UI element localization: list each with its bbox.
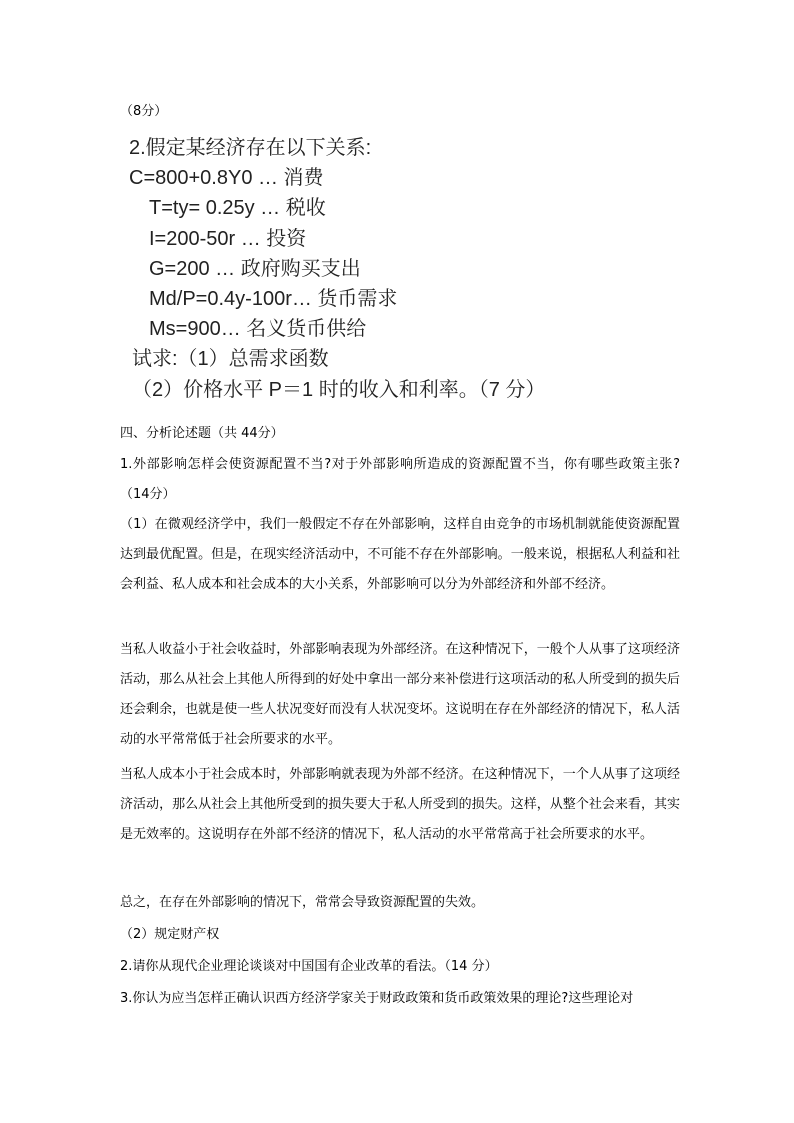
question-3-title: 3.你认为应当怎样正确认识西方经济学家关于财政政策和货币政策效果的理论?这些理论对	[120, 991, 634, 1006]
equation-tax: T=ty= 0.25y … 税收	[149, 197, 326, 219]
equation-consumption: C=800+0.8Y0 … 消费	[129, 167, 324, 189]
question-2-ask-part2: （2）价格水平 P＝1 时的收入和利率。（7 分）	[132, 379, 546, 401]
question-1-part-1: （1）在微观经济学中，我们一般假定不存在外部影响，这样自由竞争的市场机制就能使资源配置达到最优配置。但是，在现实经济活动中，不可能不存在外部影响。一般来说，根据私人利益和社会利益、私人成本和社会成本的大小关系，外部影响可以分为外部经济和外部不经济。	[120, 517, 680, 592]
equation-money-supply: Ms=900… 名义货币供给	[149, 318, 367, 340]
question-1-summary: 总之，在存在外部影响的情况下，常常会导致资源配置的失效。	[120, 895, 485, 910]
question-2-heading: 2.假定某经济存在以下关系:	[129, 137, 372, 159]
question-1-paragraph-3: 当私人成本小于社会成本时，外部影响就表现为外部不经济。在这种情况下，一个人从事了这项经济活动，那么从社会上其他所受到的损失要大于私人所受到的损失。这样，从整个社会来看，其实是无效率的。这说明存在外部不经济的情况下，私人活动的水平常常高于社会所要求的水平。	[120, 767, 680, 842]
equation-government: G=200 … 政府购买支出	[149, 258, 361, 280]
question-1-title: 1.外部影响怎样会使资源配置不当?对于外部影响所造成的资源配置不当，你有哪些政策主张?（14分）	[120, 457, 680, 502]
question-2-ask: 试求:（1）总需求函数	[132, 348, 329, 370]
equation-investment: I=200-50r … 投资	[149, 228, 307, 250]
question-1-part-2: （2）规定财产权	[120, 927, 220, 942]
section-4-title: 四、分析论述题（共 44分）	[120, 426, 284, 441]
question-1-paragraph-2: 当私人收益小于社会收益时，外部影响表现为外部经济。在这种情况下，一般个人从事了这项经济活动，那么从社会上其他人所得到的好处中拿出一部分来补偿进行这项活动的私人所受到的损失后还会剩余，也就是使一些人状况变好而没有人状况变坏。这说明在存在外部经济的情况下，私人活动的水平常常低于社会所要求的水平。	[120, 642, 680, 747]
question-2-title: 2.请你从现代企业理论谈谈对中国国有企业改革的看法。（14 分）	[120, 959, 498, 974]
previous-score: （8分）	[120, 104, 168, 119]
equation-money-demand: Md/P=0.4y-100r… 货币需求	[149, 288, 398, 310]
